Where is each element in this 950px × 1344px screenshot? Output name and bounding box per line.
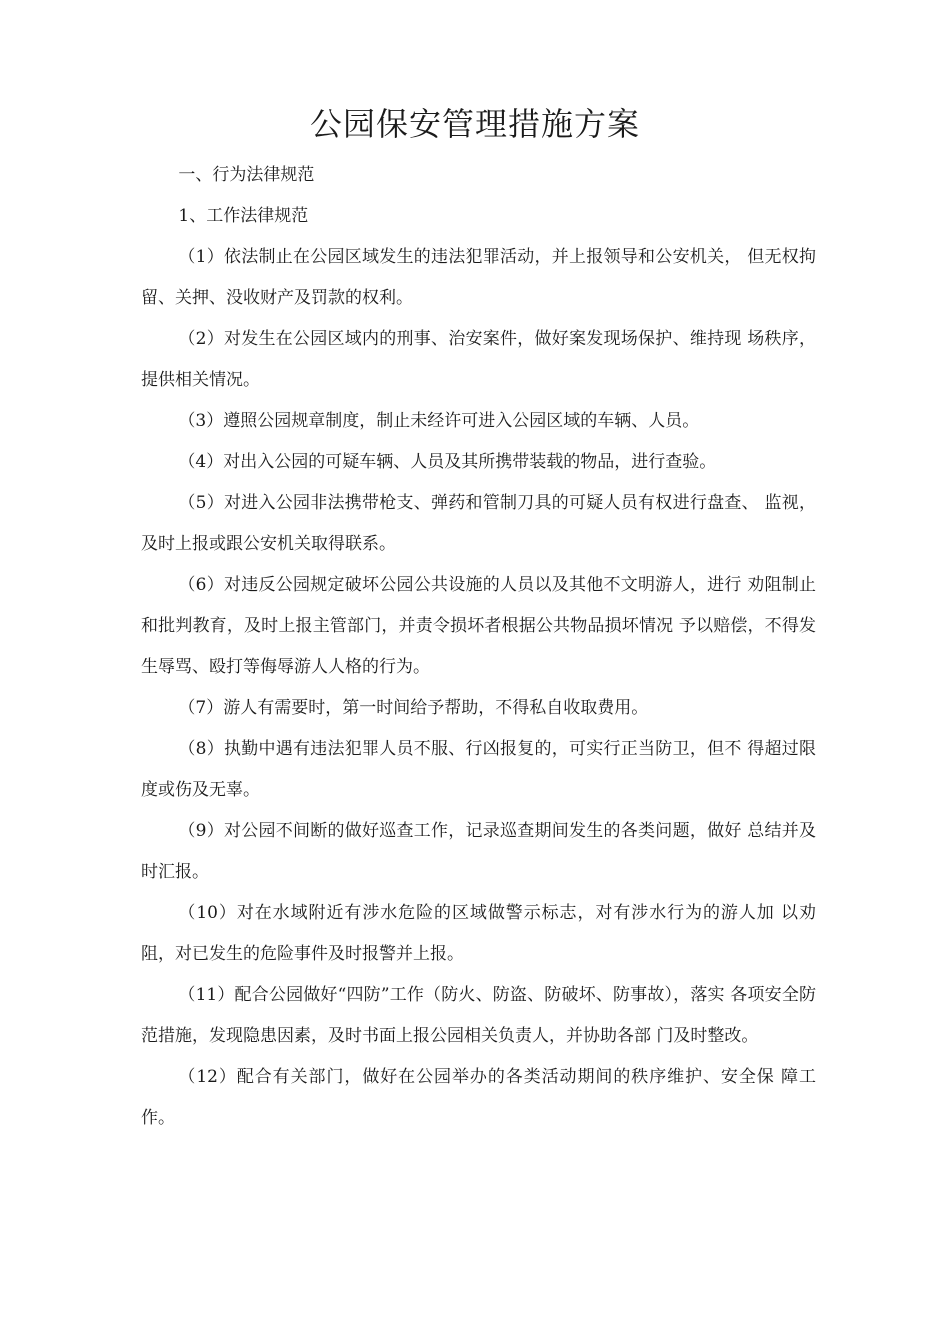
paragraph-item-2: （2）对发生在公园区域内的刑事、治安案件，做好案发现场保护、维持现 场秩序，提供相关情况。 [141,329,816,390]
paragraph-item-4: （4）对出入公园的可疑车辆、人员及其所携带装载的物品，进行查验。 [178,452,717,472]
paragraph-item-1: （1）依法制止在公园区域发生的违法犯罪活动，并上报领导和公安机关， 但无权拘留、关押、没收财产及罚款的权利。 [141,247,816,308]
document-body [141,155,816,1139]
paragraph-item-3: （3）遵照公园规章制度，制止未经许可进入公园区域的车辆、人员。 [178,411,700,431]
section-heading: 一、行为法律规范 [178,165,315,185]
paragraph-item-12: （12）配合有关部门，做好在公园举办的各类活动期间的秩序维护、安全保 障工作。 [141,1067,816,1128]
paragraph-item-9: （9）对公园不间断的做好巡查工作，记录巡查期间发生的各类问题，做好 总结并及时汇报。 [141,821,816,882]
subsection-heading: 1、工作法律规范 [178,206,309,226]
paragraph-item-7: （7）游人有需要时，第一时间给予帮助，不得私自收取费用。 [178,698,649,718]
paragraph-item-11: （11）配合公园做好“四防”工作（防火、防盗、防破坏、防事故），落实 各项安全防范措施，发现隐患因素，及时书面上报公园相关负责人，并协助各部 门及时整改。 [141,985,816,1046]
paragraph-item-10: （10）对在水域附近有涉水危险的区域做警示标志，对有涉水行为的游人加 以劝阻，对已发生的危险事件及时报警并上报。 [141,903,816,964]
paragraph-item-5: （5）对进入公园非法携带枪支、弹药和管制刀具的可疑人员有权进行盘查、 监视，及时上报或跟公安机关取得联系。 [141,493,816,554]
document-title: 公园保安管理措施方案 [309,105,640,143]
paragraph-item-8: （8）执勤中遇有违法犯罪人员不服、行凶报复的，可实行正当防卫，但不 得超过限度或伤及无辜。 [141,739,816,800]
paragraph-item-6: （6）对违反公园规定破坏公园公共设施的人员以及其他不文明游人，进行 劝阻制止和批判教育，及时上报主管部门，并责令损坏者根据公共物品损坏情况 予以赔偿，不得发生辱骂、殴打等侮辱游人人格的行为。 [141,575,816,677]
